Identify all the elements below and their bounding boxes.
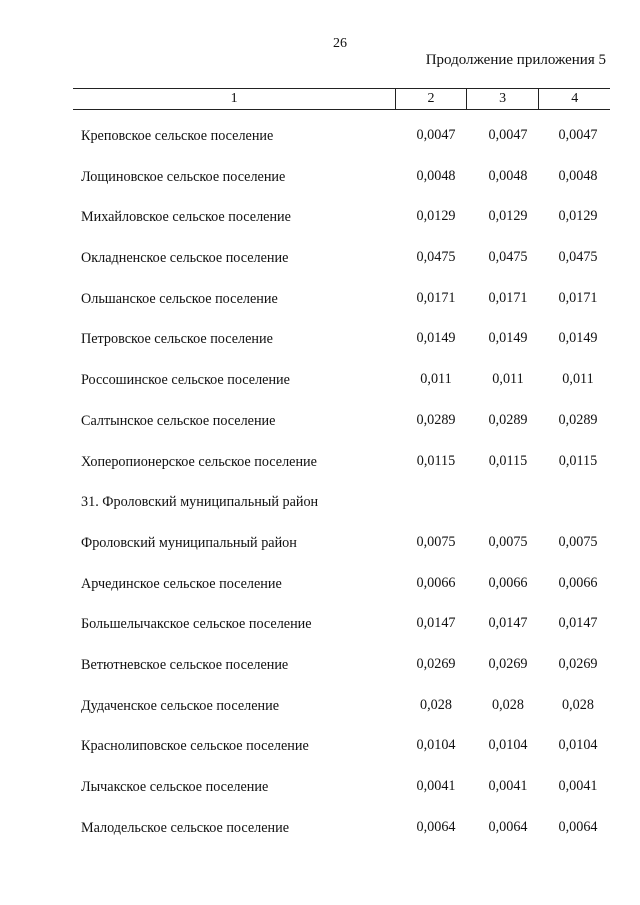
value-col-2: 0,0047 — [416, 127, 456, 143]
table-row — [0, 116, 640, 157]
value-col-2: 0,0104 — [416, 737, 456, 754]
value-col-3: 0,0147 — [488, 615, 528, 632]
settlement-name: Креповское сельское поселение — [81, 128, 274, 144]
table-row — [0, 523, 640, 564]
settlement-name: Большелычакское сельское поселение — [81, 616, 312, 633]
value-col-4: 0,0075 — [558, 533, 598, 550]
settlement-name: Хоперопионерское сельское поселение — [81, 453, 317, 470]
value-col-4: 0,0066 — [558, 574, 598, 591]
value-col-4: 0,0047 — [558, 127, 598, 143]
settlement-name: Арчединское сельское поселение — [81, 575, 282, 592]
value-col-4: 0,0149 — [558, 330, 598, 347]
value-col-3: 0,0149 — [488, 330, 528, 347]
value-col-3: 0,0104 — [488, 737, 528, 754]
value-col-3: 0,0048 — [488, 167, 528, 184]
settlement-name: Петровское сельское поселение — [81, 331, 273, 348]
value-col-2: 0,028 — [420, 696, 452, 713]
table-row — [0, 767, 640, 808]
value-col-2: 0,0149 — [416, 330, 456, 347]
table-row — [0, 442, 640, 483]
value-col-3: 0,0066 — [488, 574, 528, 591]
value-col-3: 0,0269 — [488, 655, 528, 672]
page-number: 26 — [333, 36, 347, 51]
value-col-3: 0,0041 — [488, 778, 528, 794]
value-col-3: 0,0064 — [488, 818, 528, 835]
value-col-4: 0,0289 — [558, 411, 598, 428]
table-row — [0, 686, 640, 727]
column-header-2: 2 — [395, 89, 466, 109]
table-row — [0, 604, 640, 645]
value-col-3: 0,0115 — [488, 452, 528, 469]
table-row — [0, 726, 640, 767]
value-col-2: 0,0041 — [416, 778, 456, 794]
settlement-name: Салтынское сельское поселение — [81, 412, 276, 429]
value-col-3: 0,0289 — [488, 411, 528, 428]
value-col-2: 0,0129 — [416, 208, 456, 225]
value-col-2: 0,0075 — [416, 533, 456, 550]
value-col-4: 0,0171 — [558, 289, 598, 306]
value-col-4: 0,0048 — [558, 167, 598, 184]
value-col-3: 0,011 — [492, 371, 524, 388]
table-body — [0, 116, 640, 848]
value-col-3: 0,0171 — [488, 289, 528, 306]
value-col-2: 0,0147 — [416, 615, 456, 632]
table-row — [0, 197, 640, 238]
value-col-4: 0,0269 — [558, 655, 598, 672]
value-col-2: 0,0066 — [416, 574, 456, 591]
value-col-4: 0,011 — [562, 371, 594, 388]
value-col-3: 0,0047 — [488, 127, 528, 143]
continuation-caption: Продолжение приложения 5 — [425, 52, 606, 68]
settlement-name: Михайловское сельское поселение — [81, 209, 291, 226]
value-col-4: 0,0064 — [558, 818, 598, 835]
value-col-2: 0,0269 — [416, 655, 456, 672]
column-header-3: 3 — [466, 89, 539, 109]
value-col-2: 0,0289 — [416, 411, 456, 428]
value-col-2: 0,011 — [420, 371, 452, 388]
table-row — [0, 645, 640, 686]
table-row — [0, 238, 640, 279]
value-col-4: 0,0104 — [558, 737, 598, 754]
value-col-3: 0,0475 — [488, 249, 528, 266]
settlement-name: Лощиновское сельское поселение — [81, 168, 286, 185]
settlement-name: Ольшанское сельское поселение — [81, 290, 278, 307]
table-row — [0, 360, 640, 401]
settlement-name: Окладненское сельское поселение — [81, 250, 289, 267]
value-col-2: 0,0115 — [416, 452, 456, 469]
table-row — [0, 279, 640, 320]
value-col-3: 0,0075 — [488, 533, 528, 550]
column-header-4: 4 — [538, 89, 610, 109]
section-heading-row — [0, 482, 640, 523]
table-row — [0, 564, 640, 605]
district-heading: 31. Фроловский муниципальный район — [81, 494, 319, 511]
table-row — [0, 157, 640, 198]
table-row — [0, 401, 640, 442]
settlement-name: Дудаченское сельское поселение — [81, 697, 279, 714]
settlement-name: Ветютневское сельское поселение — [81, 656, 289, 673]
value-col-2: 0,0171 — [416, 289, 456, 306]
value-col-4: 0,0475 — [558, 249, 598, 266]
table-header — [73, 88, 610, 110]
value-col-2: 0,0048 — [416, 167, 456, 184]
table-row — [0, 808, 640, 849]
value-col-4: 0,0041 — [558, 778, 598, 794]
settlement-name: Фроловский муниципальный район — [81, 534, 297, 551]
column-header-1: 1 — [230, 91, 238, 106]
settlement-name: Малодельское сельское поселение — [81, 819, 290, 836]
value-col-2: 0,0475 — [416, 249, 456, 266]
value-col-4: 0,0147 — [558, 615, 598, 632]
value-col-3: 0,0129 — [488, 208, 528, 225]
settlement-name: Краснолиповское сельское поселение — [81, 738, 309, 755]
table-row — [0, 319, 640, 360]
value-col-4: 0,0129 — [558, 208, 598, 225]
settlement-name: Россошинское сельское поселение — [81, 372, 290, 389]
value-col-3: 0,028 — [492, 696, 524, 713]
value-col-4: 0,028 — [562, 696, 594, 713]
value-col-2: 0,0064 — [416, 818, 456, 835]
value-col-4: 0,0115 — [558, 452, 598, 469]
settlement-name: Лычакское сельское поселение — [81, 779, 269, 795]
